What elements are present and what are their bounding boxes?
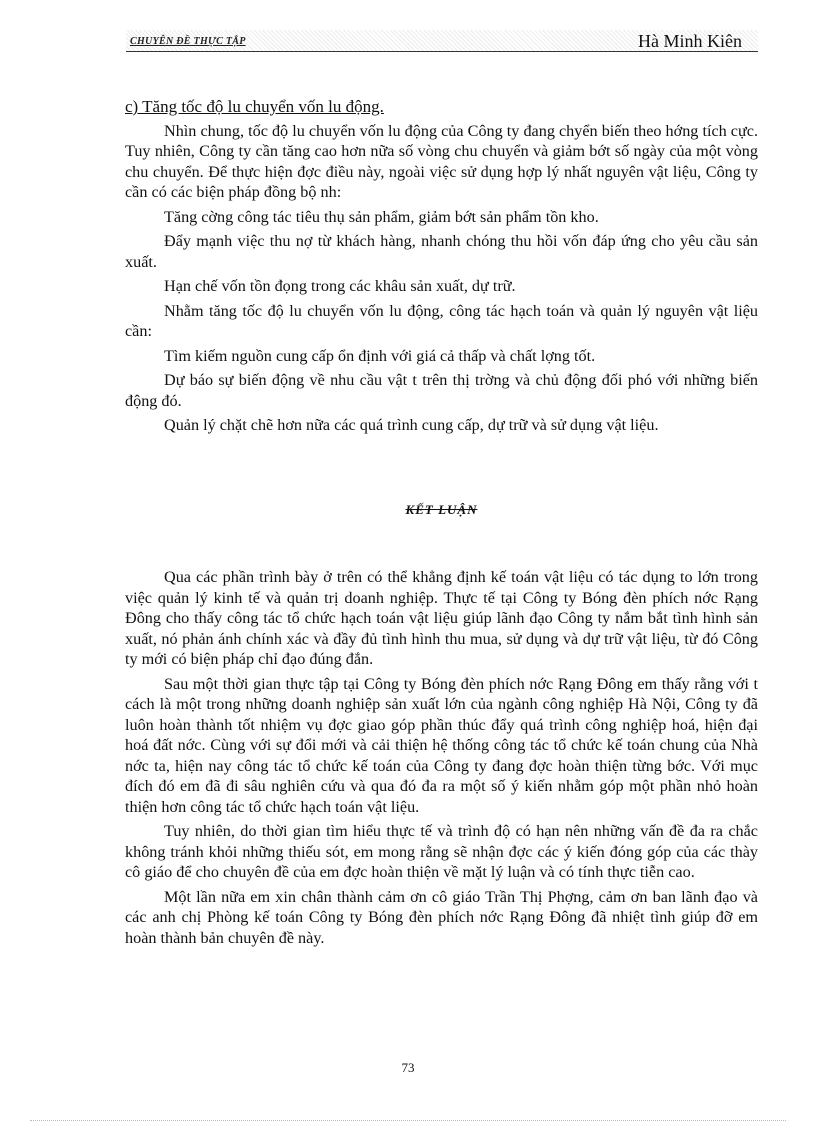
section-paragraph: Dự báo sự biến động về nhu cầu vật t trên thị trờng và chủ động đối phó với những biến động đó. [125, 371, 758, 410]
header-document-type: CHUYÊN ĐỀ THỰC TẬP [130, 36, 246, 47]
footer-divider [30, 1120, 786, 1121]
section-paragraph: Tăng cờng công tác tiêu thụ sản phẩm, giảm bớt sản phẩm tồn kho. [164, 207, 599, 226]
section-paragraph: Quản lý chặt chẽ hơn nữa các quá trình cung cấp, dự trữ và sử dụng vật liệu. [164, 416, 659, 434]
section-paragraph: Tìm kiếm nguồn cung cấp ổn định với giá cả thấp và chất lợng tốt. [164, 346, 596, 365]
page-body [125, 97, 758, 952]
conclusion-paragraph: Tuy nhiên, do thời gian tìm hiểu thực tế và trình độ có hạn nên những vấn đề đa ra chắc không tránh khỏi những thiếu sót, em mong rằng sẽ nhận đợc các ý kiến đóng góp của các thày cô giáo để cho chuyên đề của em đợc hoàn thiện về mặt lý luận và có tính thực tiễn cao. [125, 822, 758, 881]
conclusion-title: KẾT LUẬN [405, 501, 478, 517]
page-header [126, 30, 758, 52]
page-number: 73 [401, 1060, 415, 1075]
section-title: c) Tăng tốc độ lu chuyển vốn lu động. [125, 97, 384, 116]
section-spacer [125, 440, 758, 500]
header-author-name: Hà Minh Kiên [638, 31, 742, 51]
section-paragraph: Nhằm tăng tốc độ lu chuyển vốn lu động, công tác hạch toán và quản lý nguyên vật liệu cần: [125, 301, 758, 340]
conclusion-paragraph: Qua các phần trình bày ở trên có thể khẳng định kế toán vật liệu có tác dụng to lớn trong việc quản lý kinh tế và quản trị doanh nghiệp. Thực tế tại Công ty Bóng đèn phích nớc Rạng Đông cho thấy công tác tổ chức hạch toán vật liệu giúp lãnh đạo Công ty nắm bắt tình hình sản xuất, nó phản ánh chính xác và đầy đủ tình hình thu mua, sử dụng và dự trữ vật liệu, từ đó Công ty mới có biện pháp chỉ đạo đúng đắn. [125, 568, 758, 668]
section-paragraph: Đẩy mạnh việc thu nợ từ khách hàng, nhanh chóng thu hồi vốn đáp ứng cho yêu cầu sản xuất. [125, 232, 758, 271]
conclusion-paragraph: Một lần nữa em xin chân thành cảm ơn cô giáo Trần Thị Phợng, cảm ơn ban lãnh đạo và các anh chị Phòng kế toán Công ty Bóng đèn phích nớc Rạng Đông đã nhiệt tình giúp đỡ em hoàn thành bản chuyên đề này. [125, 887, 758, 947]
section-paragraph: Nhìn chung, tốc độ lu chuyển vốn lu động của Công ty đang chyển biến theo hớng tích cực. Tuy nhiên, Công ty cần tăng cao hơn nữa số vòng chu chuyển và giảm bớt số ngày của một vòng chu chuyển. Để thực hiện đợc điều này, ngoài việc sử dụng hợp lý nhất nguyên vật liệu, Công ty cần có các biện pháp đồng bộ nh: [125, 121, 758, 201]
conclusion-paragraph: Sau một thời gian thực tập tại Công ty Bóng đèn phích nớc Rạng Đông em thấy rằng với t cách là một trong những doanh nghiệp sản xuất lớn của ngành công nghiệp Hà Nội, Công ty đã luôn hoàn thành tốt nhiệm vụ đợc giao góp phần thúc đẩy quá trình công nghiệp hoá, hiện đại hoá đất nớc. Cùng với sự đổi mới và cải thiện hệ thống công tác tổ chức kế toán chung của Nhà nớc ta, hiện nay công tác tổ chức kế toán của Công ty đang đợc hoàn thiện từng bớc. Với mục đích đó em đã đi sâu nghiên cứu và qua đó đa ra một số ý kiến nhằm góp một phần nhỏ hoàn thiện hơn công tác tổ chức hạch toán vật liệu. [125, 674, 758, 816]
section-paragraph: Hạn chế vốn tồn đọng trong các khâu sản xuất, dự trữ. [164, 277, 516, 295]
